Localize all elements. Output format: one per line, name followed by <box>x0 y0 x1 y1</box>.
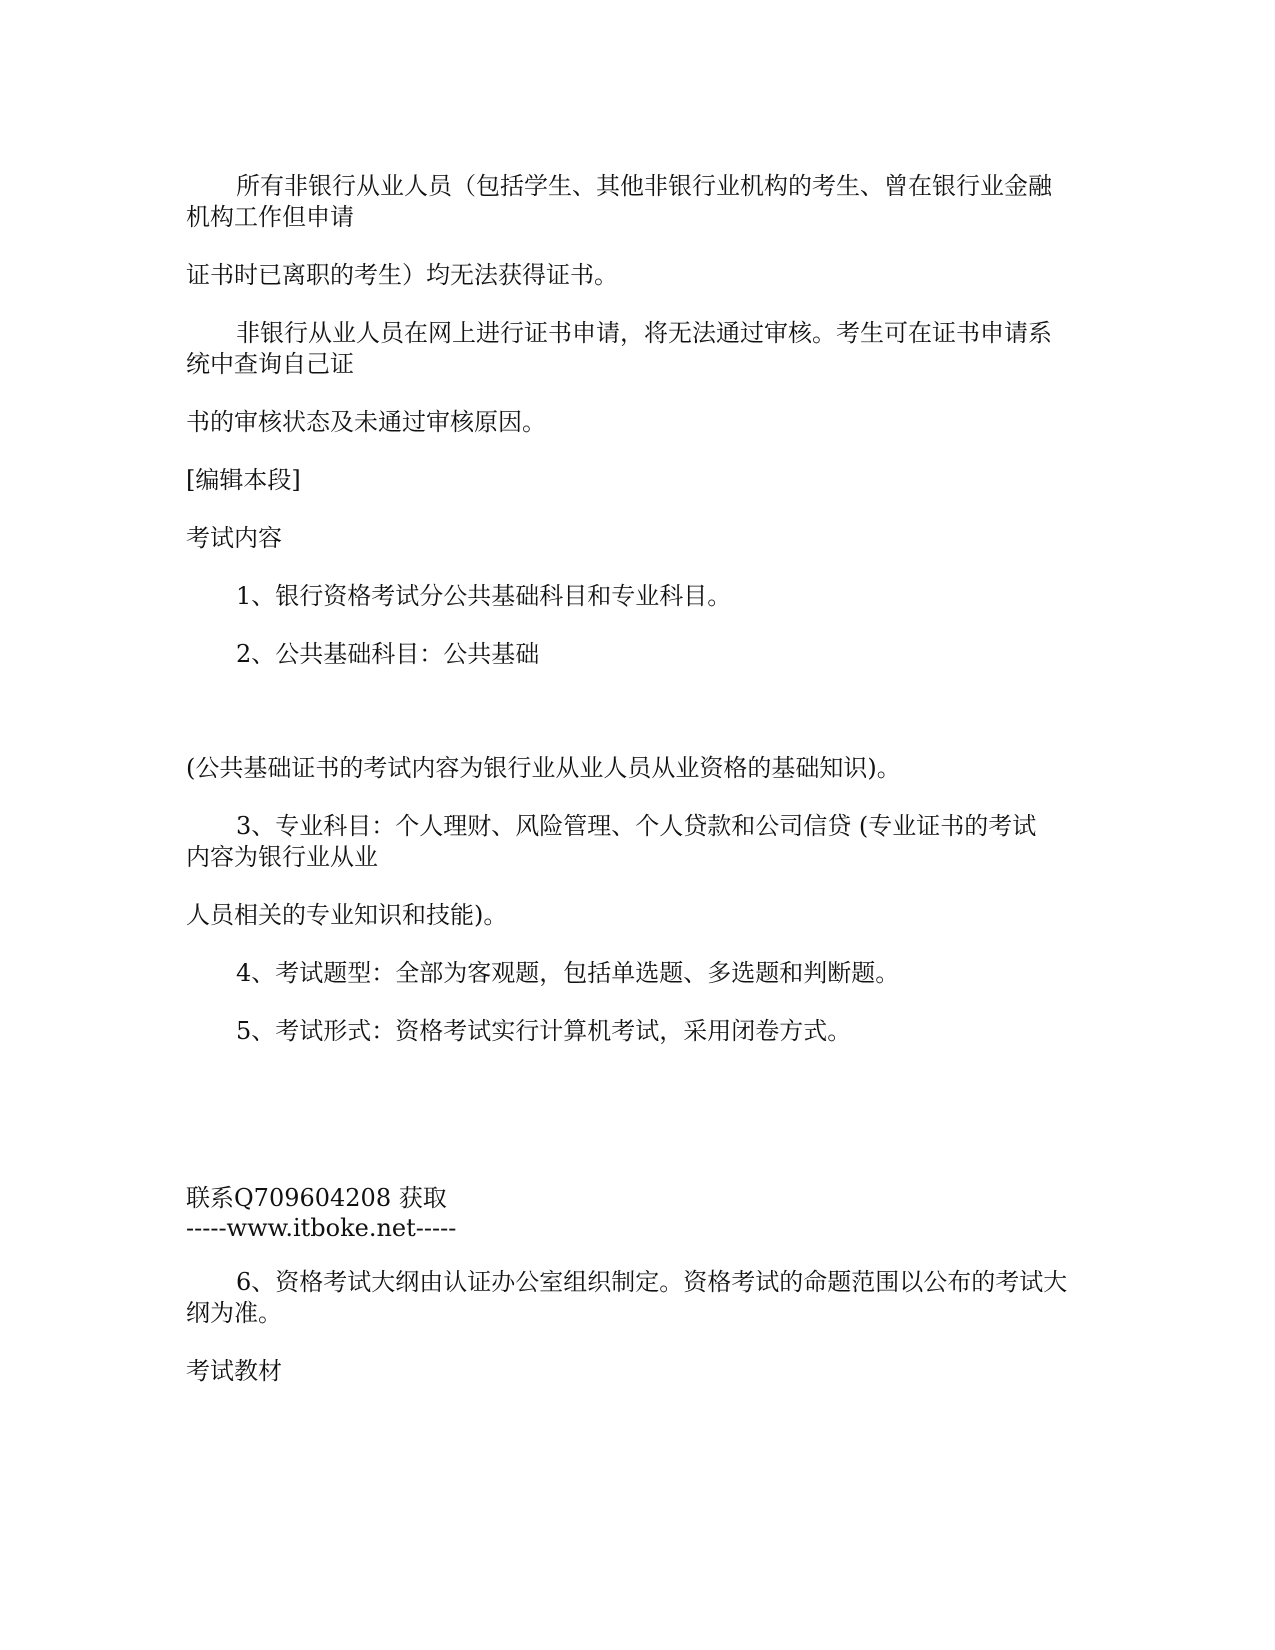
list-item: 2、公共基础科目：公共基础 <box>236 640 540 668</box>
paragraph-line: 机构工作但申请 <box>186 203 354 231</box>
edit-section-link[interactable]: [编辑本段] <box>186 466 301 494</box>
section-heading: 考试教材 <box>186 1357 282 1385</box>
list-item: 6、资格考试大纲由认证办公室组织制定。资格考试的命题范围以公布的考试大 <box>236 1268 1068 1296</box>
website-text: -----www.itboke.net----- <box>186 1214 457 1242</box>
list-item: 1、银行资格考试分公共基础科目和专业科目。 <box>236 582 732 610</box>
list-item: 纲为准。 <box>186 1299 282 1327</box>
list-item: 人员相关的专业知识和技能)。 <box>186 901 508 929</box>
paragraph-line: 证书时已离职的考生）均无法获得证书。 <box>186 261 618 289</box>
contact-text: 联系Q709604208 获取 <box>186 1184 447 1212</box>
paragraph-line: 统中查询自己证 <box>186 350 354 378</box>
paragraph-line: 非银行从业人员在网上进行证书申请，将无法通过审核。考生可在证书申请系 <box>236 319 1052 347</box>
list-item-note: (公共基础证书的考试内容为银行业从业人员从业资格的基础知识)。 <box>186 754 901 782</box>
paragraph-line: 所有非银行从业人员（包括学生、其他非银行业机构的考生、曾在银行业金融 <box>236 172 1052 200</box>
list-item: 内容为银行业从业 <box>186 843 378 871</box>
section-heading: 考试内容 <box>186 524 282 552</box>
list-item: 4、考试题型：全部为客观题，包括单选题、多选题和判断题。 <box>236 959 900 987</box>
paragraph-line: 书的审核状态及未通过审核原因。 <box>186 408 546 436</box>
list-item: 5、考试形式：资格考试实行计算机考试，采用闭卷方式。 <box>236 1017 852 1045</box>
list-item: 3、专业科目：个人理财、风险管理、个人贷款和公司信贷 (专业证书的考试 <box>236 812 1037 840</box>
